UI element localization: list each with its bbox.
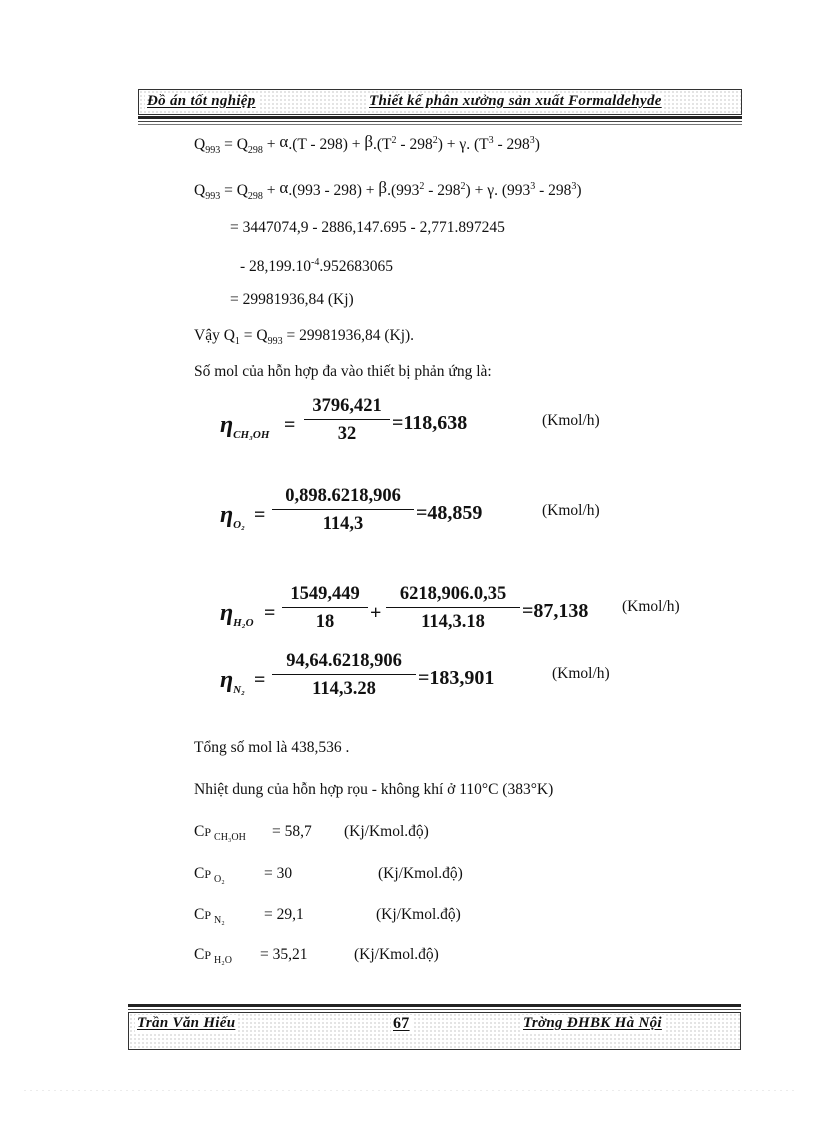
total-mol-text: Tổng số mol là 438,536 . [194,739,350,756]
eta-symbol: $\eta_{H_2O}$ [220,600,254,629]
calc-result: = 29981936,84 (Kj) [230,291,354,308]
formula-h2o: $\eta_{H_2O}$ = 1549,449 18 + 6218,906.0,35 114,3.18 =87,138 (Kmol/h) [220,584,680,632]
equation-q993-general: $Q_{993} = Q_{298} + \alpha.(T - 298) + \beta.(T^2 - 298^2) + \gamma$. $(T^3 - 298^3)$ [194,132,540,157]
cp-row-n2: CP $_{N_2}$ = 29,1 (Kj/Kmol.độ) [194,906,461,927]
eta-symbol: $\eta_{N_2}$ [220,667,245,696]
formula-ch3oh: $\eta_{CH_3OH}$ = 3796,421 32 =118,638 (Kmol/h) [220,396,600,444]
unit-label: (Kmol/h) [552,665,610,682]
page-number: 67 [393,1015,410,1032]
heat-capacity-intro: Nhiệt dung của hỗn hợp rọu - không khí ở 110°C (383°K) [194,781,554,798]
header-rule [138,124,742,125]
fraction: 0,898.6218,906 114,3 [272,486,414,535]
cp-row-ch3oh: CP $_{CH_3OH}$ = 58,7 (Kj/Kmol.độ) [194,823,429,844]
bottom-dotted-edge [22,1089,794,1092]
fraction: 94,64.6218,906 114,3.28 [272,651,416,700]
calc-line-1: = 3447074,9 - 2886,147.695 - 2,771.897245 [230,219,505,236]
eta-symbol: $\eta_{CH_3OH}$ [220,412,270,441]
footer-author: Trần Văn Hiếu [137,1015,236,1031]
result-value: =48,859 [416,502,483,524]
result-value: =87,138 [522,600,589,622]
q1-result: Vậy $Q_1 = Q_{993} = 29981936,84$ (Kj). [194,327,415,348]
header-right-title: Thiết kế phân xưởng sản xuất Formaldehyde [369,93,662,109]
cp-row-h2o: CP $_{H_2O}$ = 35,21 (Kj/Kmol.độ) [194,946,439,967]
unit-label: (Kmol/h) [542,502,600,519]
result-value: =183,901 [418,667,495,689]
fraction: 6218,906.0,35 114,3.18 [386,584,520,633]
calc-line-2: - $28,199.10^{-4}.952683065$ [240,257,394,276]
formula-o2: $\eta_{O_2}$ = 0,898.6218,906 114,3 =48,859 (Kmol/h) [220,486,600,534]
header-rule [138,121,742,122]
eta-symbol: $\eta_{O_2}$ [220,502,245,531]
header-rule [138,116,742,119]
equation-q993-substituted: $Q_{993} = Q_{298} + \alpha.(993 - 298) + \beta.(993^2 - 298^2) + \gamma$. $(993^3 - 298^3)$ [194,178,582,203]
fraction: 3796,421 32 [304,396,390,445]
formula-n2: $\eta_{N_2}$ = 94,64.6218,906 114,3.28 =183,901 (Kmol/h) [220,651,610,699]
page-header [138,89,742,115]
page-footer [128,1012,741,1050]
cp-row-o2: CP $_{O_2}$ = 30 (Kj/Kmol.độ) [194,865,463,886]
unit-label: (Kmol/h) [542,412,600,429]
footer-school: Trờng ĐHBK Hà Nội [523,1015,662,1031]
footer-rule [128,1004,741,1007]
mol-intro-text: Số mol của hỗn hợp đa vào thiết bị phản ứng là: [194,363,492,380]
fraction: 1549,449 18 [282,584,368,633]
unit-label: (Kmol/h) [622,598,680,615]
result-value: =118,638 [392,412,468,434]
footer-rule [128,1009,741,1010]
header-left-title: Đồ án tốt nghiệp [147,93,256,109]
